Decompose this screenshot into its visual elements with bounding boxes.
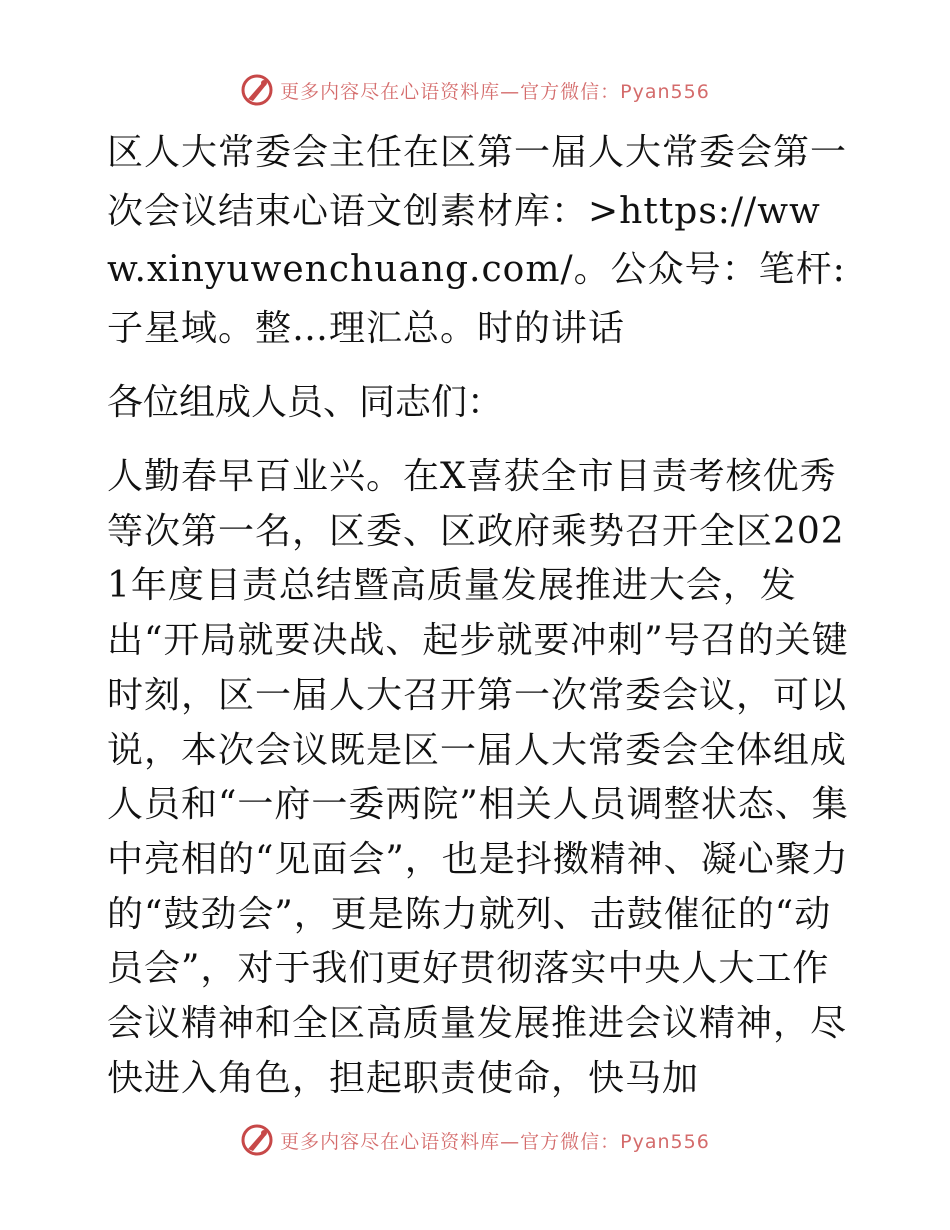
watermark-footer (0, 1120, 950, 1160)
document-title: 区人大常委会主任在区第一届人大常委会第一次会议结束心语文创素材库：>https://www.xinyuwenchuang.com/。公众号：笔杆:子星域。整…理汇总。时的讲话 (107, 132, 848, 349)
document-paragraph: 人勤春早百业兴。在X喜获全市目责考核优秀等次第一名，区委、区政府乘势召开全区2021年度目责总结暨高质量发展推进大会，发出“开局就要决战、起步就要冲刺”号召的关键时刻，区一届人大召开第一次常委会议，可以说，本次会议既是区一届人大常委会全体组成人员和“一府一委两院”相关人员调整状态、集中亮相的“见面会”，也是抖擞精神、凝心聚力的“鼓劲会”，更是陈力就列、击鼓催征的“动员会”，对于我们更好贯彻落实中央人大工作会议精神和全区高质量发展推进会议精神，尽快进入角色，担起职责使命，快马加 (107, 456, 849, 1099)
watermark-logo-icon (240, 73, 274, 107)
watermark-logo-icon (240, 1123, 274, 1157)
watermark-text: 更多内容尽在心语资料库—官方微信：Pyan556 (280, 1130, 710, 1153)
watermark-text: 更多内容尽在心语资料库—官方微信：Pyan556 (280, 80, 710, 103)
watermark-header (0, 70, 950, 110)
document-salutation: 各位组成人员、同志们： (107, 382, 504, 423)
document-body (97, 124, 857, 1106)
